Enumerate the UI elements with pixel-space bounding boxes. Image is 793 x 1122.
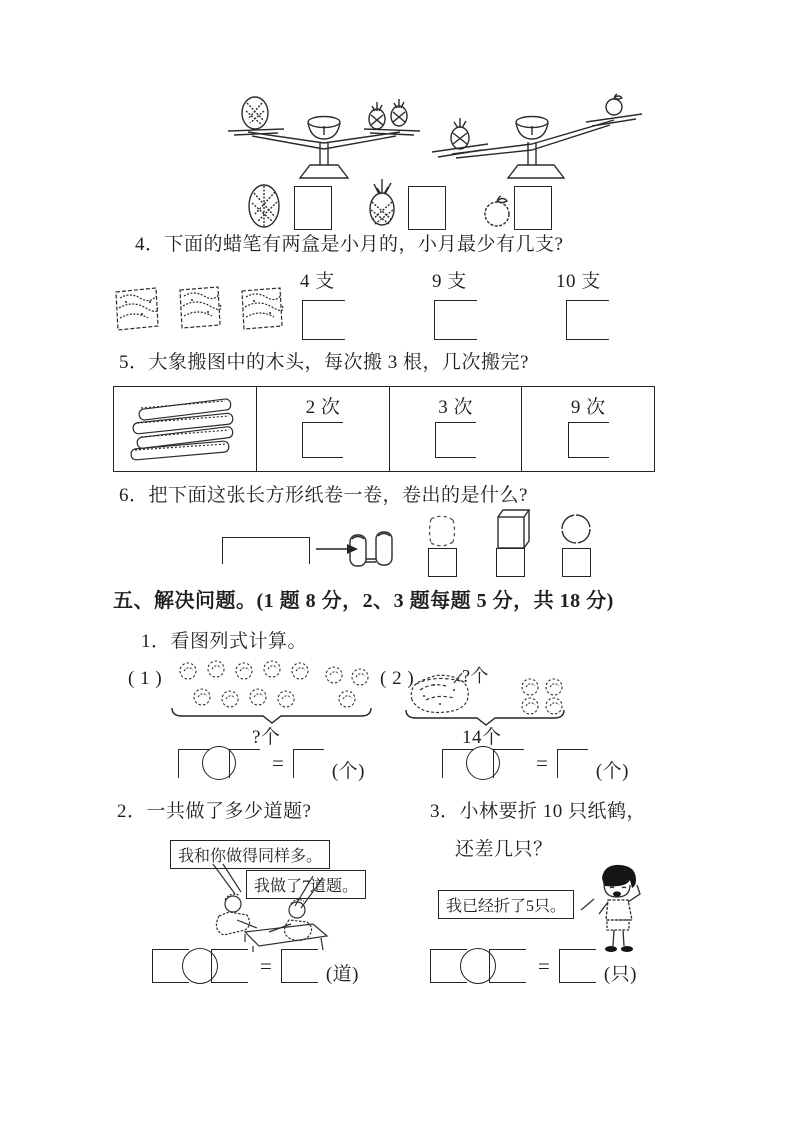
answer-box — [514, 186, 552, 230]
cuboid-option-icon — [492, 508, 532, 550]
unit-label: (道) — [325, 963, 359, 985]
equals-sign: = — [272, 750, 284, 775]
q5-table — [113, 386, 655, 472]
answer-box — [435, 422, 476, 458]
equation-box — [489, 949, 526, 983]
q5-option-cell — [256, 387, 389, 471]
problem-3-text-line2: 还差几只？ — [455, 839, 553, 860]
answer-box — [302, 422, 343, 458]
speech-bubble-bottom: 我做了7道题。 — [246, 870, 366, 899]
cylinder-option-icon — [426, 514, 458, 548]
q4-option-label: 10 支 — [556, 271, 601, 292]
equation-box — [281, 949, 318, 983]
logs-pile-icon — [125, 396, 245, 462]
rectangle-paper-icon — [222, 537, 310, 564]
equation-box — [229, 749, 260, 778]
unit-label: (个) — [331, 760, 365, 782]
equals-sign: = — [260, 953, 272, 978]
sub2-label: ( 2 ) — [380, 668, 415, 689]
equation-box — [211, 949, 248, 983]
speech-bubble-boy: 我已经折了5只。 — [438, 890, 574, 919]
melon-icon — [244, 180, 284, 230]
q4-option-label: 4 支 — [300, 271, 335, 292]
equation-box — [559, 949, 596, 983]
answer-box — [302, 300, 345, 340]
answer-box — [562, 548, 591, 577]
scribble-group-9-icon — [176, 658, 316, 712]
unit-label: (只) — [603, 963, 637, 985]
laughing-boy-icon — [590, 862, 648, 954]
equation-box — [557, 749, 588, 778]
equation-box — [293, 749, 324, 778]
sub1-total-label: ?个 — [252, 727, 281, 748]
unit-label: (个) — [595, 760, 629, 782]
apple-icon — [480, 194, 514, 228]
answer-box — [294, 186, 332, 230]
crayon-boxes-icon — [112, 282, 292, 336]
scribble-group-3-icon — [320, 662, 374, 712]
sphere-option-icon — [560, 513, 592, 545]
two-kids-at-desk-icon — [195, 862, 350, 954]
equation-blank-3 — [152, 948, 359, 984]
equation-blank-1 — [178, 746, 365, 780]
q5-logs-cell — [114, 387, 256, 471]
problem-2-text: 2．一共做了多少道题? — [117, 801, 312, 822]
equals-sign: = — [536, 750, 548, 775]
q5-option-cell — [389, 387, 522, 471]
rolled-cylinders-icon — [348, 530, 396, 572]
answer-box — [408, 186, 446, 230]
question-5-text: 5．大象搬图中的木头，每次搬 3 根，几次搬完? — [119, 352, 529, 373]
q5-option-label: 2 次 — [305, 397, 341, 418]
balance-scale-tilted-icon — [428, 92, 643, 180]
answer-box — [568, 422, 609, 458]
answer-box — [496, 548, 525, 577]
answer-box — [428, 548, 457, 577]
sub2-pile-label: ?个 — [462, 666, 489, 686]
problem-3-text-line1: 3．小林要折 10 只纸鹤， — [430, 801, 647, 822]
q5-option-label: 3 次 — [438, 397, 473, 418]
speech-bubble-top: 我和你做得同样多。 — [170, 840, 330, 869]
question-6-text: 6．把下面这张长方形纸卷一卷，卷出的是什么? — [119, 485, 528, 506]
equals-sign: = — [538, 953, 550, 978]
question-4-text: 4．下面的蜡笔有两盒是小月的，小月最少有几支? — [135, 234, 564, 255]
answer-box — [566, 300, 609, 340]
q4-option-label: 9 支 — [432, 271, 467, 292]
balance-scale-balanced-icon — [222, 92, 427, 180]
section-5-title: 五、解决问题。(1 题 8 分，2、3 题每题 5 分，共 18 分) — [113, 590, 614, 612]
problem-1-text: 1．看图列式计算。 — [141, 631, 308, 652]
sub1-label: ( 1 ) — [128, 668, 163, 689]
equation-blank-2 — [442, 746, 629, 780]
equation-box — [493, 749, 524, 778]
q5-option-cell — [521, 387, 654, 471]
answer-box — [434, 300, 477, 340]
pineapple-icon — [364, 176, 400, 228]
sub2-total-label: 14个 — [462, 727, 502, 748]
q5-option-label: 9 次 — [570, 397, 606, 418]
equation-blank-4 — [430, 948, 637, 984]
